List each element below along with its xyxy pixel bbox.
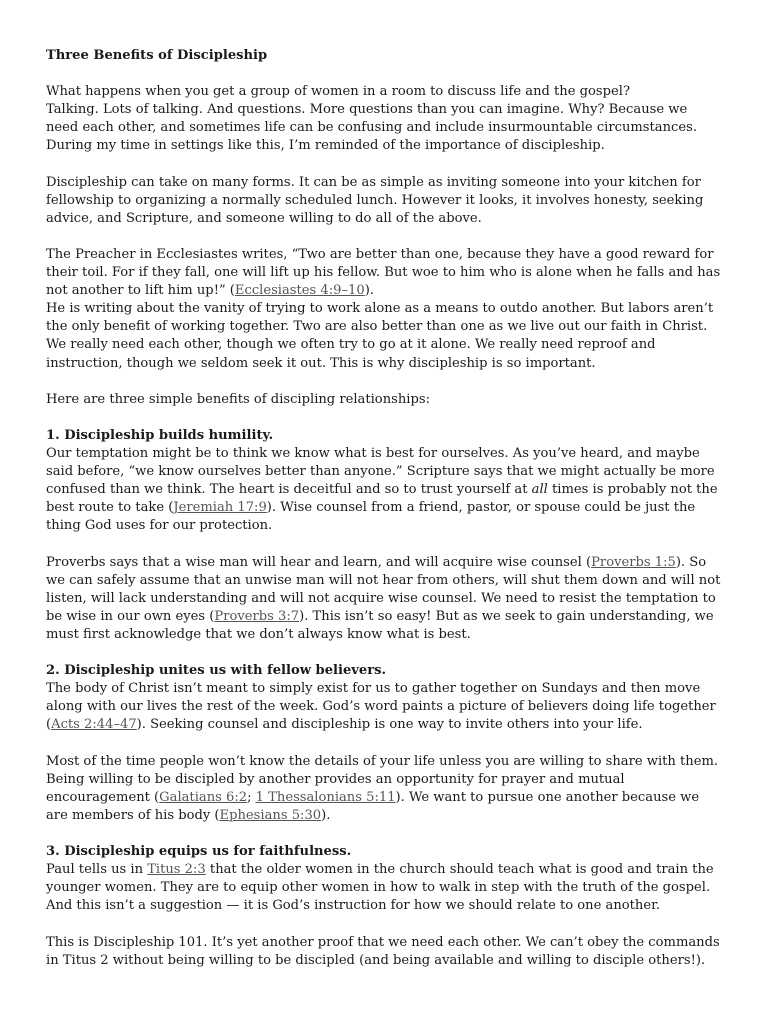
closing-paragraph: This is Discipleship 101. It’s yet another proof that we need each other. We can’t obey the commands in Titus 2 without being willing to be discipled (and being available and willing to disciple others!). [46, 934, 720, 968]
article-body [46, 47, 722, 988]
ecclesiastes-paragraph: The Preacher in Ecclesiastes writes, “Two are better than one, because they have a good reward for their toil. For if they fall, one will lift up his fellow. But woe to him who is alone when he falls and has not another to lift him up!” (Ecclesiastes 4:9–10). [46, 246, 721, 299]
section-3: 3. Discipleship equips us for faithfulness. Paul tells us in Titus 2:3 that the older women in the church should teach what is good and train the younger women. They are to equip other women in how to walk in step with the truth of the gospel. And this isn’t a suggestion — it is God’s instruction for how we should relate to one another. [46, 843, 722, 915]
proverbs-1-5-link[interactable]: Proverbs 1:5 [591, 554, 676, 570]
titus-link[interactable]: Titus 2:3 [147, 862, 206, 878]
thessalonians-link[interactable]: 1 Thessalonians 5:11 [255, 789, 396, 805]
proverbs-3-7-link[interactable]: Proverbs 3:7 [214, 608, 300, 624]
jeremiah-link[interactable]: Jeremiah 17:9 [173, 500, 267, 516]
section-1: 1. Discipleship builds humility. Our temptation might be to think we know what is best for ourselves. As you’ve heard, and maybe said before, “we know ourselves better than anyone.” Scripture says that we might actually be more confused than we think. The heart is deceitful and so to trust yourself at all times is probably not the best route to take (Jeremiah 17:9). Wise counsel from a friend, pastor, or spouse could be just the thing God uses for our protection. [46, 427, 722, 536]
forms-paragraph: Discipleship can take on many forms. It can be as simple as inviting someone into your kitchen for fellowship to organizing a normally scheduled lunch. However it looks, it involves honesty, seeking advice, and Scripture, and someone willing to do all of the above. [46, 174, 704, 226]
acts-link[interactable]: Acts 2:44–47 [51, 717, 137, 733]
section-1-heading: 1. Discipleship builds humility. [46, 427, 274, 443]
proverbs-paragraph: Proverbs says that a wise man will hear and learn, and will acquire wise counsel (Proverbs 1:5). So we can safely assume that an unwise man will not hear from others, will shut them down and will not listen, will lack understanding and will not acquire wise counsel. We need to resist the temptation to be wise in our own eyes (Proverbs 3:7). This isn’t so easy! But as we seek to gain understanding, we must first acknowledge that we don’t always know what is best. [46, 554, 721, 642]
ephesians-link[interactable]: Ephesians 5:30 [219, 807, 322, 823]
intro-paragraph: Talking. Lots of talking. And questions. More questions than you can imagine. Why? Because we need each other, and sometimes life can be confusing and include insurmountable circumstances. During my time in settings like this, I’m reminded of the importance of discipleship. [46, 102, 697, 154]
section-3-heading: 3. Discipleship equips us for faithfulness. [46, 844, 352, 860]
benefits-intro: Here are three simple benefits of discipling relationships: [46, 391, 430, 407]
section-2-heading: 2. Discipleship unites us with fellow believers. [46, 663, 387, 679]
vanity-paragraph: He is writing about the vanity of trying to work alone as a means to outdo another. But labors aren’t the only benefit of working together. Two are also better than one as we live out our faith in Christ. We really need each other, though we often try to go at it alone. We really need reproof and instruction, though we seldom seek it out. This is why discipleship is so important. [46, 301, 714, 371]
section-2: 2. Discipleship unites us with fellow believers. The body of Christ isn’t meant to simply exist for us to gather together on Sundays and then move along with our lives the rest of the week. God’s word paints a picture of believers doing life together (Acts 2:44–47). Seeking counsel and discipleship is one way to invite others into your life. [46, 662, 722, 734]
sharing-paragraph: Most of the time people won’t know the details of your life unless you are willing to share with them. Being willing to be discipled by another provides an opportunity for prayer and mutual encouragement (Galatians 6:2; 1 Thessalonians 5:11). We want to pursue one another because we are members of his body (Ephesians 5:30). [46, 753, 719, 823]
galatians-link[interactable]: Galatians 6:2 [159, 789, 248, 805]
article-title: Three Benefits of Discipleship [46, 48, 268, 63]
ecclesiastes-link[interactable]: Ecclesiastes 4:9–10 [234, 283, 365, 299]
intro-question: What happens when you get a group of women in a room to discuss life and the gospel? [46, 84, 630, 100]
